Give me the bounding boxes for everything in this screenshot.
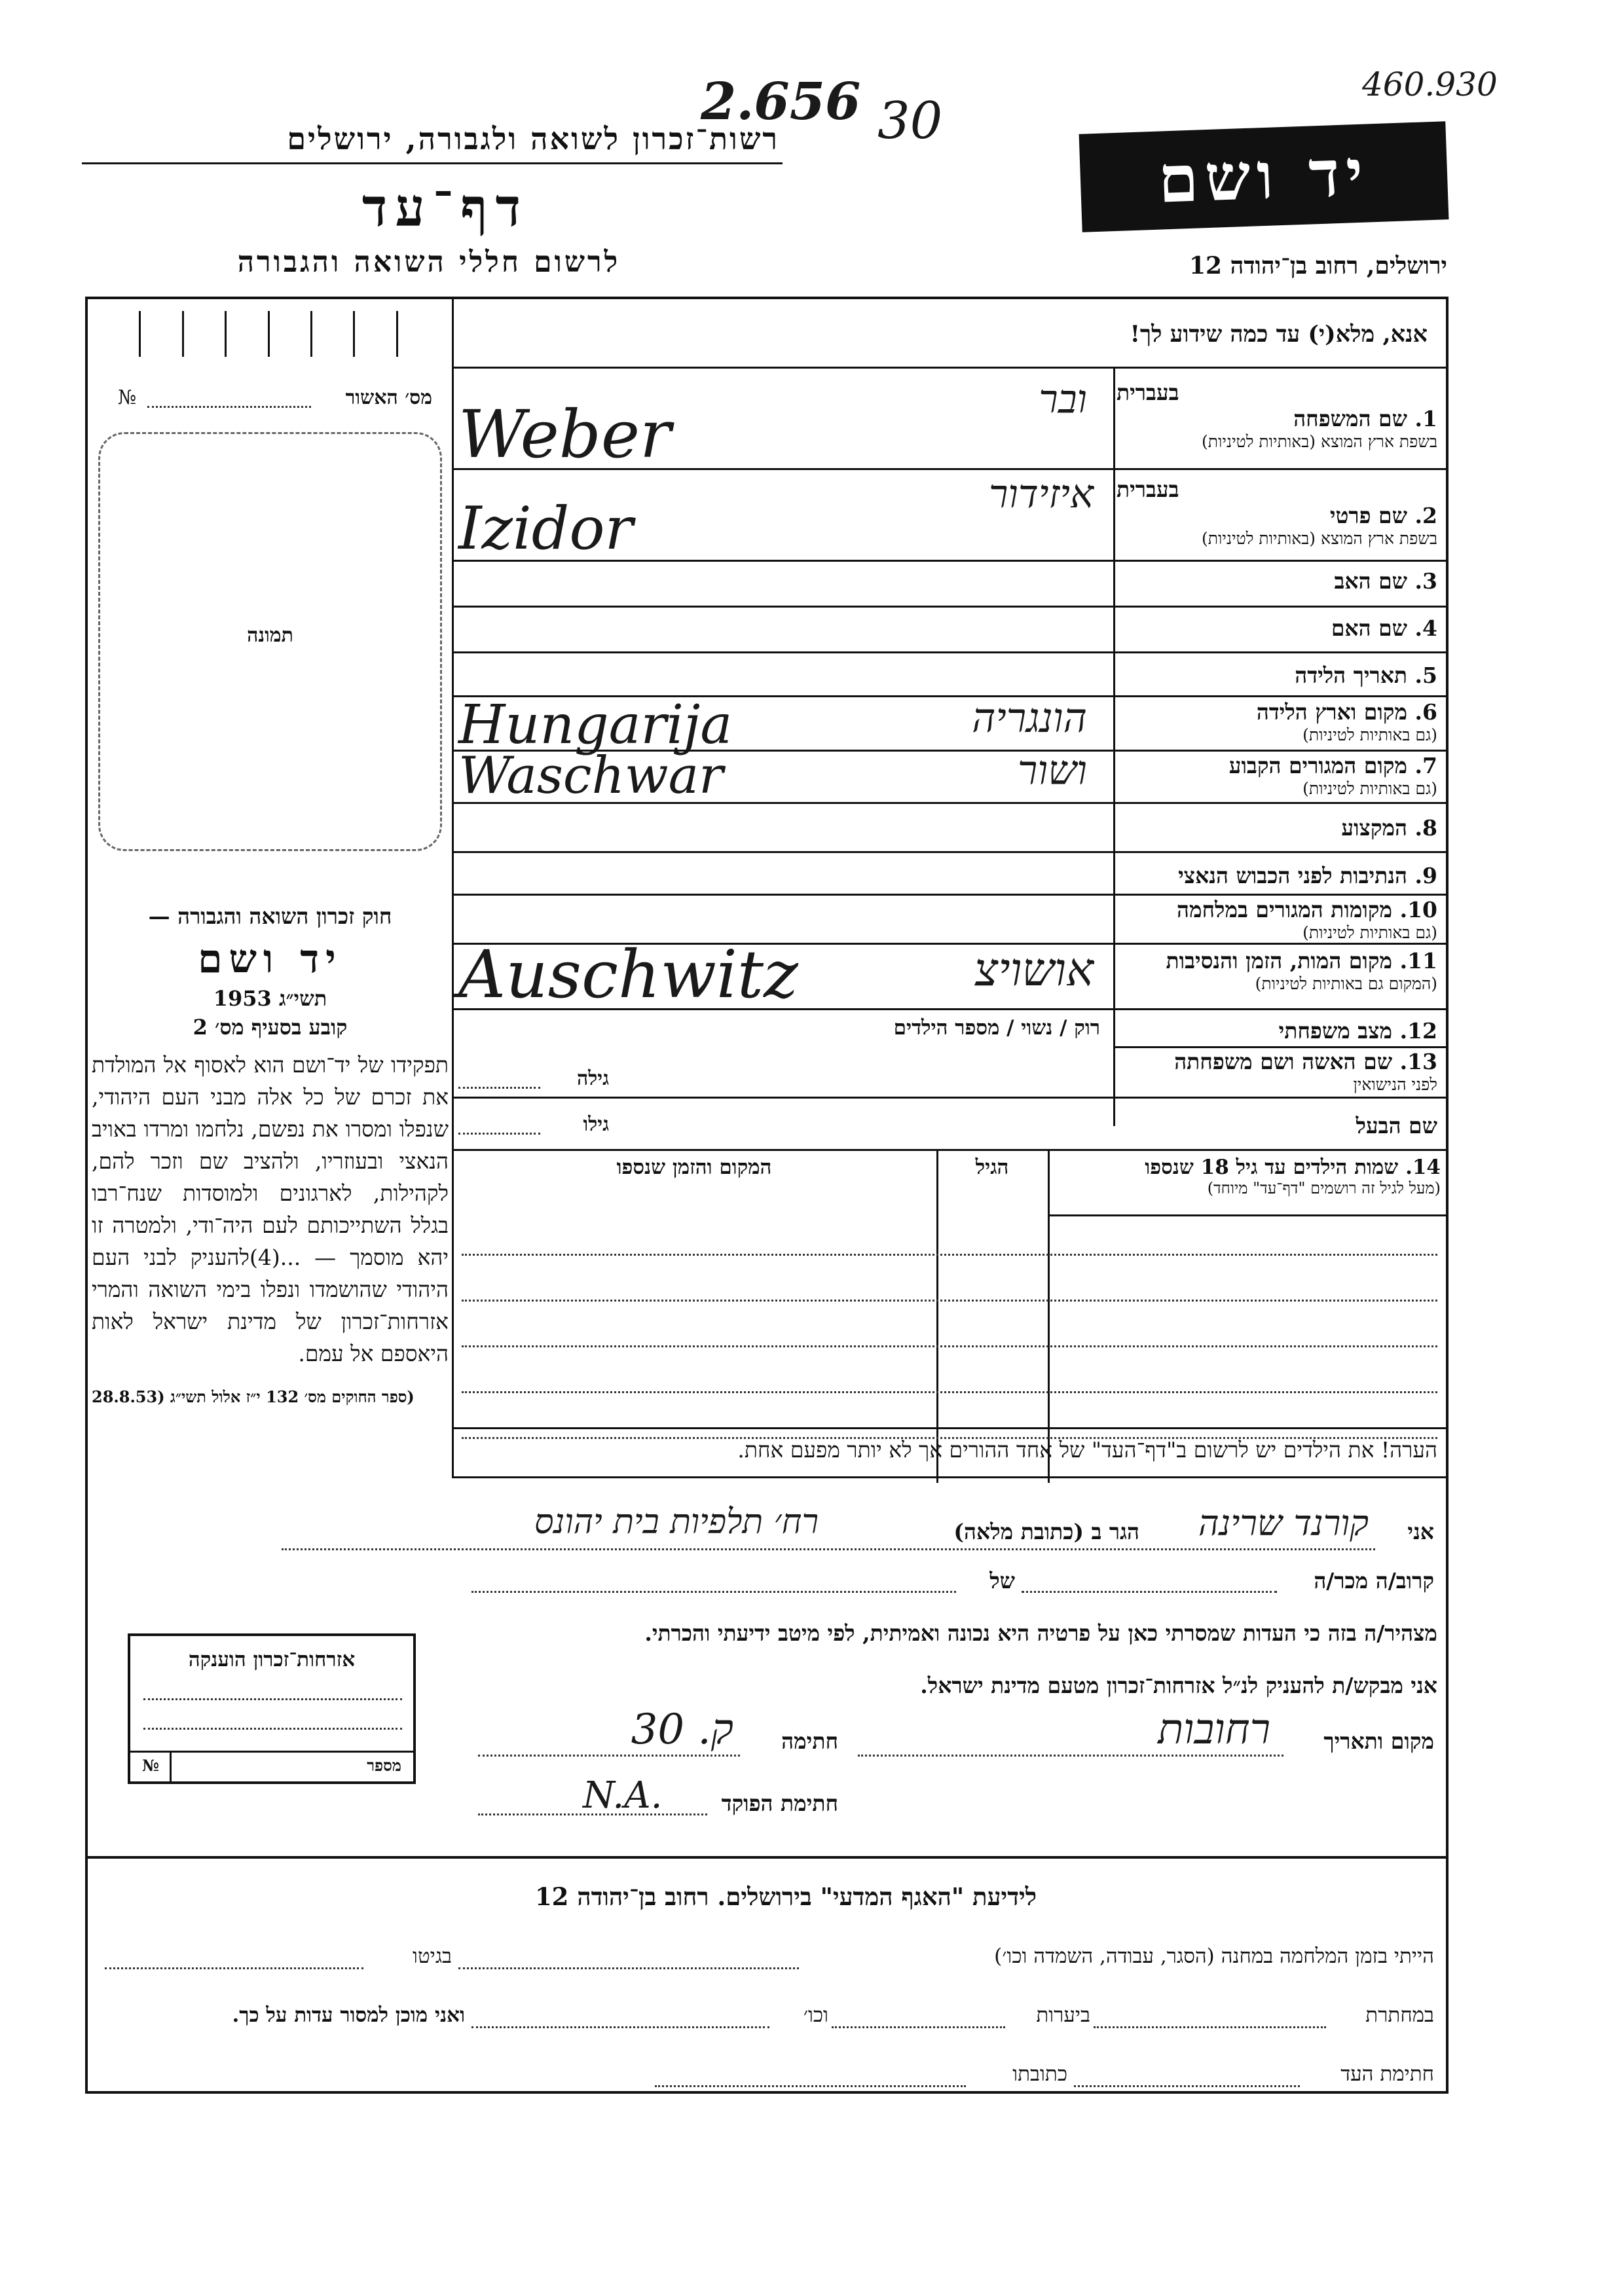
field-5-label: תאריך הלידה xyxy=(1295,663,1408,688)
declaration-line-1 xyxy=(282,1548,1375,1550)
law-title: חוק זכרון השואה והגבורה — xyxy=(148,903,392,929)
field-13-label-group xyxy=(1116,1049,1437,1095)
field-8-label: המקצוע xyxy=(1341,815,1408,841)
field-11-hebrew-value[interactable]: אושויצ xyxy=(974,943,1094,996)
field-2-label: שם פרטי xyxy=(1329,503,1408,528)
field-11-num: 11. xyxy=(1399,948,1437,974)
folio-number: 30 xyxy=(877,92,943,151)
husband-age-label: גילו xyxy=(583,1113,609,1136)
field-1-label-group xyxy=(1116,380,1437,452)
photo-box[interactable] xyxy=(98,432,442,851)
address: ירושלים, רחוב בן־יהודה 12 xyxy=(1189,252,1447,280)
document-number: 460.930 xyxy=(1362,65,1498,103)
field-11-label: מקום המות, הזמן והנסיבות xyxy=(1166,948,1393,974)
bottom-line2-d: ואני מוכן למסור עדות על כך. xyxy=(232,2003,465,2027)
law-clause: קובע בסעיף מס׳ 2 xyxy=(193,1015,348,1040)
row-divider-7 xyxy=(452,802,1447,804)
children-col-divider-b xyxy=(936,1149,938,1483)
of-label: של xyxy=(989,1568,1015,1594)
field-9-label: הנתיבות לפני הכבוש הנאצי xyxy=(1178,863,1408,888)
witness-address-field[interactable] xyxy=(655,2085,966,2087)
field-11-latin-value[interactable]: Auschwitz xyxy=(458,936,798,1013)
field-1-num: 1. xyxy=(1414,406,1437,431)
header-row-divider xyxy=(452,367,1447,369)
place-date-label: מקום ותאריך xyxy=(1323,1728,1434,1754)
field-12-num: 12. xyxy=(1399,1018,1437,1044)
field-8-value[interactable] xyxy=(458,809,1107,848)
field-6-latin-value[interactable]: Hungarija xyxy=(458,694,733,756)
field-1-hebrew-value[interactable]: ובר xyxy=(1039,376,1087,422)
field-13-label: שם האשה ושם משפחתה xyxy=(1174,1049,1393,1074)
field-1-latin-value[interactable]: Weber xyxy=(458,396,671,473)
of-field[interactable] xyxy=(471,1591,956,1593)
declarant-address[interactable]: רח׳ תלפיות בית יהונס xyxy=(534,1503,819,1542)
citizenship-box xyxy=(128,1633,416,1784)
bottom-line3-a: חתימת העד xyxy=(1340,2062,1434,2086)
children-col-age: הגיל xyxy=(975,1156,1009,1179)
children-col-names: שמות הילדים עד גיל 18 שנספו xyxy=(1145,1156,1399,1179)
wife-age-field[interactable] xyxy=(458,1087,540,1089)
children-bottom-divider xyxy=(452,1427,1447,1429)
children-col-place: המקום והזמן שנספו xyxy=(616,1156,772,1179)
citizenship-number-mark: № xyxy=(142,1756,160,1775)
logo-text: יד ושם xyxy=(1156,135,1371,218)
field-4-num: 4. xyxy=(1414,615,1437,641)
declaration-statement: מצהיר/ה בזה כי העדות שמסרתי כאן על פרטיה היא נכונה ואמיתית, לפי מיטב ידיעתי והכרתי. xyxy=(644,1620,1437,1646)
children-header-names xyxy=(1051,1156,1441,1198)
field-6-hebrew-value[interactable]: הונגריה xyxy=(972,694,1087,742)
citizenship-title: אזרחות־זכרון הוענקה xyxy=(188,1648,356,1671)
field-6-label: מקום וארץ הלידה xyxy=(1256,699,1408,725)
field-10-sub: (גם באותיות לטיניות) xyxy=(1302,923,1437,942)
field-7-label-group xyxy=(1116,753,1437,799)
bottom-line1-a: הייתי בזמן המלחמה במחנה (הסגר, עבודה, השמדה וכו׳) xyxy=(994,1944,1434,1968)
field-8-num: 8. xyxy=(1414,815,1437,841)
authority-line: רשות־זכרון לשואה ולגבורה, ירושלים xyxy=(287,121,779,156)
field-3-value[interactable] xyxy=(458,566,1107,602)
declaration-request: אני מבקש/ת להעניק לנ״ל אזרחות־זכרון מטעם מדינת ישראל. xyxy=(920,1673,1437,1698)
field-9-label-group xyxy=(1116,863,1437,889)
field-1-label: שם המשפחה xyxy=(1293,406,1408,431)
field-2-hebrew-value[interactable]: איזידור xyxy=(989,471,1094,517)
wife-age-label: גילה xyxy=(576,1067,609,1090)
row-divider-9 xyxy=(452,894,1447,896)
field-1-hebrew-tag: בעברית xyxy=(1116,380,1179,405)
row-divider-4 xyxy=(452,651,1447,653)
field-6-label-group xyxy=(1116,699,1437,745)
etc-field[interactable] xyxy=(471,2026,769,2028)
field-7-hebrew-value[interactable]: ושור xyxy=(1017,746,1087,794)
row-divider-14 xyxy=(452,1149,1447,1151)
bottom-section-divider xyxy=(85,1856,1449,1859)
row-divider-3 xyxy=(452,606,1447,608)
place-date-field xyxy=(858,1755,1283,1757)
field-1-sub: בשפת ארץ המוצא (באותיות לטיניות) xyxy=(1202,432,1437,451)
yad-vashem-logo xyxy=(1079,121,1449,232)
field-10-label-group xyxy=(1116,897,1437,943)
label-column-divider xyxy=(1113,367,1115,1126)
field-9-value[interactable] xyxy=(458,858,1107,890)
field-3-label-group xyxy=(1116,568,1437,594)
please-fill-text: אנא, מלא(י) עד כמה שידוע לך! xyxy=(1130,321,1428,348)
law-name: יד ושם xyxy=(198,936,342,982)
approval-number-label: מס׳ האשור xyxy=(345,386,432,409)
place-date-value[interactable]: רחובות xyxy=(1158,1705,1270,1754)
field-13-num: 13. xyxy=(1399,1049,1437,1074)
photo-label: תמונה xyxy=(247,624,293,647)
relative-label: קרוב/ה מכר/ה xyxy=(1314,1568,1434,1594)
field-12-label: מצב משפחתי xyxy=(1278,1018,1393,1044)
field-2-num: 2. xyxy=(1414,503,1437,528)
husband-age-field[interactable] xyxy=(458,1133,540,1135)
field-7-sub: (גם באותיות לטיניות) xyxy=(1302,779,1437,798)
field-7-label: מקום המגורים הקבוע xyxy=(1228,753,1408,778)
bottom-line2-a: במחתרת xyxy=(1365,2003,1434,2027)
signature-label: חתימה xyxy=(781,1728,838,1754)
field-10-num: 10. xyxy=(1399,897,1437,922)
field-2-sub: בשפת ארץ המוצא (באותיות לטיניות) xyxy=(1202,529,1437,548)
husband-label: שם הבעל xyxy=(1356,1113,1437,1139)
field-6-num: 6. xyxy=(1414,699,1437,725)
bottom-line3-b: כתובתו xyxy=(1012,2062,1067,2086)
field-5-value[interactable] xyxy=(458,658,1107,694)
field-9-num: 9. xyxy=(1414,863,1437,888)
citizenship-line-2[interactable] xyxy=(143,1728,402,1730)
children-col-divider-a xyxy=(1048,1149,1050,1483)
field-4-value[interactable] xyxy=(458,612,1107,648)
children-row-line[interactable] xyxy=(462,1391,1437,1393)
declarant-name[interactable]: קורנד שרינה xyxy=(1198,1503,1369,1544)
children-col-names-sub: (מעל לגיל זה רושמים "דף־עד" מיוחד) xyxy=(1207,1179,1441,1197)
row-divider-8 xyxy=(452,851,1447,853)
form-title: דף־עד xyxy=(361,177,529,238)
field-13-sub: לפני הנישואין xyxy=(1353,1075,1437,1094)
authority-underline xyxy=(82,162,783,164)
field-10-value[interactable] xyxy=(458,897,1107,936)
declaration-resident-label: הגר ב (כתובת מלאה) xyxy=(953,1519,1139,1544)
witness-signature-field[interactable] xyxy=(1074,2085,1300,2087)
field-5-label-group xyxy=(1116,663,1437,689)
law-reference: (ספר החוקים מס׳ 132 י״ז אלול תשי״ג (28.8.53 xyxy=(92,1387,415,1406)
relative-field[interactable] xyxy=(1022,1591,1277,1593)
citizenship-number-label: מספר xyxy=(367,1756,401,1775)
law-box xyxy=(92,903,449,1493)
note-text: הערה! את הילדים יש לרשום ב"דף־העד" של אחד ההורים אך לא יותר מפעם אחת. xyxy=(737,1437,1437,1463)
field-4-label-group xyxy=(1116,615,1437,642)
field-2-hebrew-tag: בעברית xyxy=(1116,477,1179,502)
bottom-title: לידיעת "האגף המדעי" בירושלים. רחוב בן־יהודה 12 xyxy=(534,1882,1037,1911)
officer-label: חתימת הפוקד xyxy=(721,1791,838,1816)
field-2-label-group xyxy=(1116,477,1437,549)
field-7-num: 7. xyxy=(1414,753,1437,778)
field-8-label-group xyxy=(1116,815,1437,841)
bottom-line2-b: ביערות xyxy=(1036,2003,1090,2027)
field-3-num: 3. xyxy=(1414,568,1437,594)
children-row-line[interactable] xyxy=(462,1345,1437,1347)
archive-number: 2.656 xyxy=(701,72,861,132)
law-body: תפקידו של יד־ושם הוא לאסוף אל המולדת את זכרם של כל אלה מבני העם היהודי, שנפלו ומסרו את נפשם, נלחמו ומרדו באויב הנאצי ובעוזריו, ולהציב שם וזכר להם, לקהילות, לארגונים ולמוסדות שנח־רבו בגלל השתייכותם לעם היה־ודי, ולמטרה זו יהא מוסמך — ...(4)להעניק לבני העם היהודי שהושמדו ונפלו בימי השואה והמרי אזרחות־זכרון של מדינת ישראל לאות היאספם אל עמם. xyxy=(92,1052,449,1366)
declaration-i-label: אני xyxy=(1407,1519,1434,1544)
underground-field[interactable] xyxy=(1094,2026,1326,2028)
ghetto-field[interactable] xyxy=(105,1967,363,1969)
left-column-divider xyxy=(452,298,454,1476)
marital-options[interactable]: רוק / נשוי / מספר הילדים xyxy=(893,1016,1100,1040)
bottom-line1-b: בגיטו xyxy=(413,1944,452,1968)
field-7-latin-value[interactable]: Waschwar xyxy=(458,746,724,805)
signature-value[interactable]: ק. 30 xyxy=(631,1705,733,1754)
row-divider-2 xyxy=(452,560,1447,562)
field-2-latin-value[interactable]: Izidor xyxy=(458,494,633,563)
approval-mark: № xyxy=(118,386,137,409)
field-11-label-group xyxy=(1116,948,1437,994)
field-5-num: 5. xyxy=(1414,663,1437,688)
field-4-label: שם האם xyxy=(1331,615,1408,641)
field-6-sub: (גם באותיות לטיניות) xyxy=(1302,725,1437,744)
field-12-label-group xyxy=(1116,1018,1437,1044)
children-row-num: 14. xyxy=(1405,1156,1441,1179)
children-row-line[interactable] xyxy=(462,1254,1437,1256)
approval-number-field[interactable] xyxy=(147,406,311,408)
field-11-sub: (המקום גם באותיות לטיניות) xyxy=(1255,974,1437,993)
row-divider-11 xyxy=(452,1008,1447,1010)
row-divider-1 xyxy=(452,468,1447,470)
children-row-line[interactable] xyxy=(462,1300,1437,1302)
children-header-divider xyxy=(1048,1214,1447,1216)
officer-field xyxy=(478,1813,707,1815)
field-3-label: שם האב xyxy=(1334,568,1408,594)
forests-field[interactable] xyxy=(832,2026,1005,2028)
field-10-label: מקומות המגורים במלחמה xyxy=(1176,897,1393,922)
note-divider xyxy=(452,1476,1447,1478)
citizenship-line-1[interactable] xyxy=(143,1698,402,1700)
law-year: תשי״ג 1953 xyxy=(213,986,327,1011)
row-divider-12 xyxy=(1113,1046,1447,1048)
form-subtitle: לרשום חללי השואה והגבורה xyxy=(237,246,621,279)
officer-value[interactable]: N.A. xyxy=(583,1774,663,1817)
signature-field xyxy=(478,1755,740,1757)
camp-field[interactable] xyxy=(458,1967,799,1969)
row-divider-13 xyxy=(452,1097,1447,1099)
code-boxes xyxy=(98,311,439,357)
bottom-line2-c: וכו׳ xyxy=(803,2003,828,2027)
